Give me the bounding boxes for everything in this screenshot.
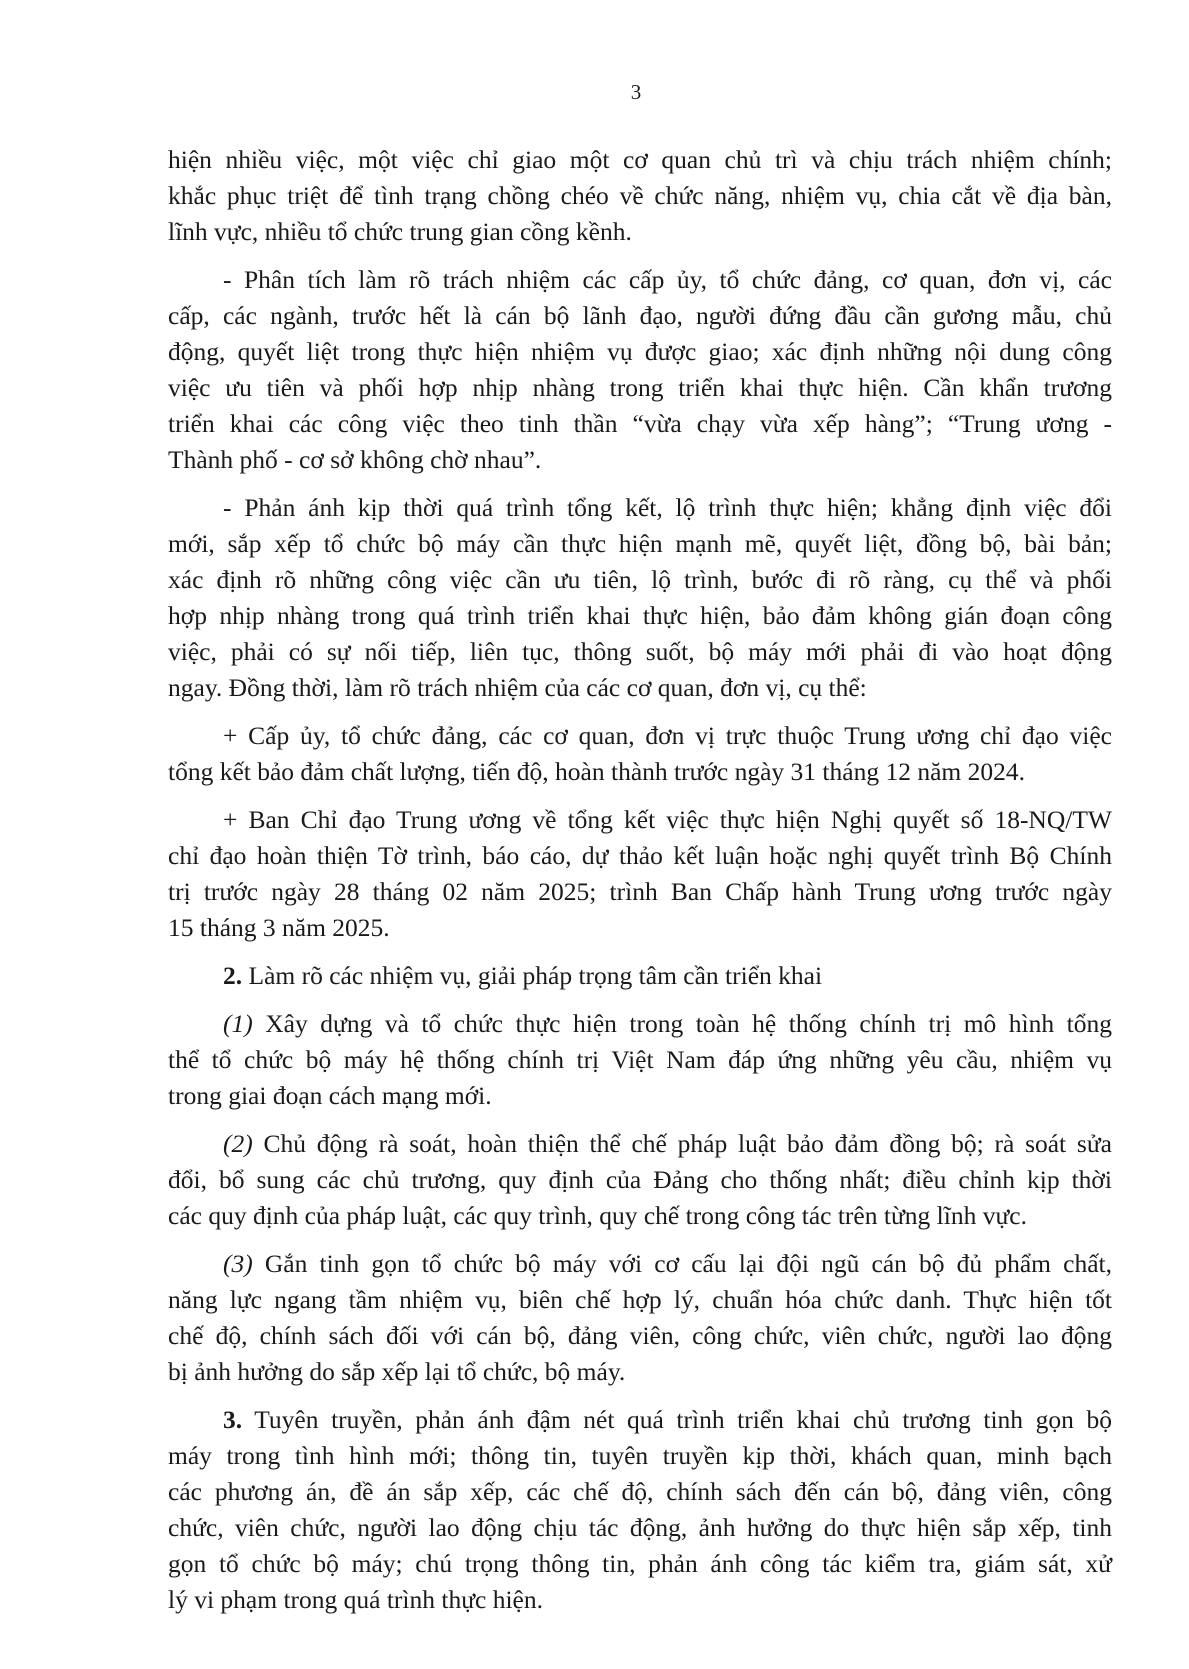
- paragraph: [168, 1246, 1112, 1390]
- line-text: - Phản ánh kịp thời quá trình tổng kết, lộ trình thực hiện; khẳng định việc đổi: [223, 493, 1112, 522]
- line-text: Tuyên truyền, phản ánh đậm nét quá trình triển khai chủ trương tinh gọn bộ: [242, 1405, 1112, 1434]
- line-text: Chủ động rà soát, hoàn thiện thể chế pháp luật bảo đảm đồng bộ; rà soát sửa: [252, 1129, 1112, 1158]
- paragraph: [168, 1402, 1112, 1618]
- text-line: [168, 1246, 1112, 1282]
- line-text: Làm rõ các nhiệm vụ, giải pháp trọng tâm cần triển khai: [242, 961, 823, 990]
- text-line: [168, 1042, 1112, 1078]
- line-text: hiện nhiều việc, một việc chỉ giao một cơ quan chủ trì và chịu trách nhiệm chính;: [168, 145, 1112, 174]
- line-text: lĩnh vực, nhiều tổ chức trung gian cồng kềnh.: [168, 217, 632, 246]
- line-text: gọn tổ chức bộ máy; chú trọng thông tin, phản ánh công tác kiểm tra, giám sát, xử: [168, 1549, 1112, 1578]
- line-text: chỉ đạo hoàn thiện Tờ trình, báo cáo, dự thảo kết luận hoặc nghị quyết trình Bộ Chính: [168, 841, 1112, 870]
- text-line: [168, 142, 1112, 178]
- text-line: [168, 1126, 1112, 1162]
- text-line: [168, 598, 1112, 634]
- line-text: việc, phải có sự nối tiếp, liên tục, thông suốt, bộ máy mới phải đi vào hoạt động: [168, 637, 1112, 666]
- text-line: [168, 838, 1112, 874]
- text-line: [168, 910, 1112, 946]
- line-text: khắc phục triệt để tình trạng chồng chéo về chức năng, nhiệm vụ, chia cắt về địa bàn,: [168, 181, 1112, 210]
- line-text: trong giai đoạn cách mạng mới.: [168, 1081, 492, 1110]
- line-text: máy trong tình hình mới; thông tin, tuyên truyền kịp thời, khách quan, minh bạch: [168, 1441, 1112, 1470]
- line-text: bị ảnh hưởng do sắp xếp lại tổ chức, bộ máy.: [168, 1357, 626, 1386]
- line-text: việc ưu tiên và phối hợp nhịp nhàng trong triển khai thực hiện. Cần khẩn trương: [168, 373, 1112, 402]
- line-text: xác định rõ những công việc cần ưu tiên, lộ trình, bước đi rõ ràng, cụ thể và phối: [168, 565, 1112, 594]
- text-line: [168, 802, 1112, 838]
- line-text: triển khai các công việc theo tinh thần “vừa chạy vừa xếp hàng”; “Trung ương -: [168, 409, 1112, 438]
- line-text: thể tổ chức bộ máy hệ thống chính trị Việt Nam đáp ứng những yêu cầu, nhiệm vụ: [168, 1045, 1112, 1074]
- paragraph: [168, 802, 1112, 946]
- text-line: [168, 214, 1112, 250]
- item-number: (2): [223, 1129, 253, 1158]
- line-text: + Ban Chỉ đạo Trung ương về tổng kết việc thực hiện Nghị quyết số 18-NQ/TW: [223, 805, 1112, 834]
- text-line: [168, 370, 1112, 406]
- text-line: [168, 1198, 1112, 1234]
- text-line: [168, 718, 1112, 754]
- text-line: [168, 1546, 1112, 1582]
- text-line: [168, 1318, 1112, 1354]
- text-line: [168, 178, 1112, 214]
- text-line: [168, 634, 1112, 670]
- line-text: đổi, bổ sung các chủ trương, quy định của Đảng cho thống nhất; điều chỉnh kịp thời: [168, 1165, 1112, 1194]
- text-line: [168, 874, 1112, 910]
- text-line: [168, 1078, 1112, 1114]
- line-text: + Cấp ủy, tổ chức đảng, các cơ quan, đơn vị trực thuộc Trung ương chỉ đạo việc: [223, 721, 1112, 750]
- paragraph: [168, 718, 1112, 790]
- line-text: chức, viên chức, người lao động chịu tác động, ảnh hưởng do thực hiện sắp xếp, tinh: [168, 1513, 1112, 1542]
- paragraph: [168, 958, 1112, 994]
- paragraph: [168, 1006, 1112, 1114]
- paragraph: [168, 142, 1112, 250]
- text-line: [168, 1474, 1112, 1510]
- text-line: [168, 1438, 1112, 1474]
- line-text: năng lực ngang tầm nhiệm vụ, biên chế hợp lý, chuẩn hóa chức danh. Thực hiện tốt: [168, 1285, 1112, 1314]
- text-line: [168, 1162, 1112, 1198]
- document-body: [168, 142, 1112, 1630]
- text-line: [168, 1582, 1112, 1618]
- line-text: ngay. Đồng thời, làm rõ trách nhiệm của các cơ quan, đơn vị, cụ thể:: [168, 673, 867, 702]
- item-number: 2.: [223, 961, 243, 990]
- page-number: 3: [630, 80, 642, 104]
- text-line: [168, 406, 1112, 442]
- text-line: [168, 262, 1112, 298]
- text-line: [168, 442, 1112, 478]
- text-line: [168, 334, 1112, 370]
- text-line: [168, 490, 1112, 526]
- line-text: mới, sắp xếp tổ chức bộ máy cần thực hiện mạnh mẽ, quyết liệt, đồng bộ, bài bản;: [168, 529, 1112, 558]
- line-text: các phương án, đề án sắp xếp, các chế độ, chính sách đến cán bộ, đảng viên, công: [168, 1477, 1112, 1506]
- line-text: Gắn tinh gọn tổ chức bộ máy với cơ cấu lại đội ngũ cán bộ đủ phẩm chất,: [252, 1249, 1112, 1278]
- text-line: [168, 670, 1112, 706]
- text-line: [168, 1510, 1112, 1546]
- line-text: tổng kết bảo đảm chất lượng, tiến độ, hoàn thành trước ngày 31 tháng 12 năm 2024.: [168, 757, 1025, 786]
- line-text: Thành phố - cơ sở không chờ nhau”.: [168, 445, 542, 474]
- item-number: 3.: [223, 1405, 243, 1434]
- line-text: 15 tháng 3 năm 2025.: [168, 913, 390, 942]
- text-line: [168, 298, 1112, 334]
- paragraph: [168, 1126, 1112, 1234]
- line-text: lý vi phạm trong quá trình thực hiện.: [168, 1585, 544, 1614]
- line-text: hợp nhịp nhàng trong quá trình triển khai thực hiện, bảo đảm không gián đoạn công: [168, 601, 1112, 630]
- paragraph: [168, 262, 1112, 478]
- line-text: - Phân tích làm rõ trách nhiệm các cấp ủy, tổ chức đảng, cơ quan, đơn vị, các: [223, 265, 1112, 294]
- text-line: [168, 754, 1112, 790]
- paragraph: [168, 490, 1112, 706]
- line-text: động, quyết liệt trong thực hiện nhiệm vụ được giao; xác định những nội dung công: [168, 337, 1112, 366]
- text-line: [168, 562, 1112, 598]
- line-text: chế độ, chính sách đối với cán bộ, đảng viên, công chức, viên chức, người lao động: [168, 1321, 1112, 1350]
- text-line: [168, 1402, 1112, 1438]
- text-line: [168, 1282, 1112, 1318]
- line-text: Xây dựng và tổ chức thực hiện trong toàn hệ thống chính trị mô hình tổng: [252, 1009, 1112, 1038]
- text-line: [168, 1354, 1112, 1390]
- line-text: trị trước ngày 28 tháng 02 năm 2025; trình Ban Chấp hành Trung ương trước ngày: [168, 877, 1112, 906]
- item-number: (1): [223, 1009, 253, 1038]
- text-line: [168, 958, 1112, 994]
- line-text: cấp, các ngành, trước hết là cán bộ lãnh đạo, người đứng đầu cần gương mẫu, chủ: [168, 301, 1112, 330]
- text-line: [168, 1006, 1112, 1042]
- item-number: (3): [223, 1249, 253, 1278]
- text-line: [168, 526, 1112, 562]
- line-text: các quy định của pháp luật, các quy trình, quy chế trong công tác trên từng lĩnh vực.: [168, 1201, 1027, 1230]
